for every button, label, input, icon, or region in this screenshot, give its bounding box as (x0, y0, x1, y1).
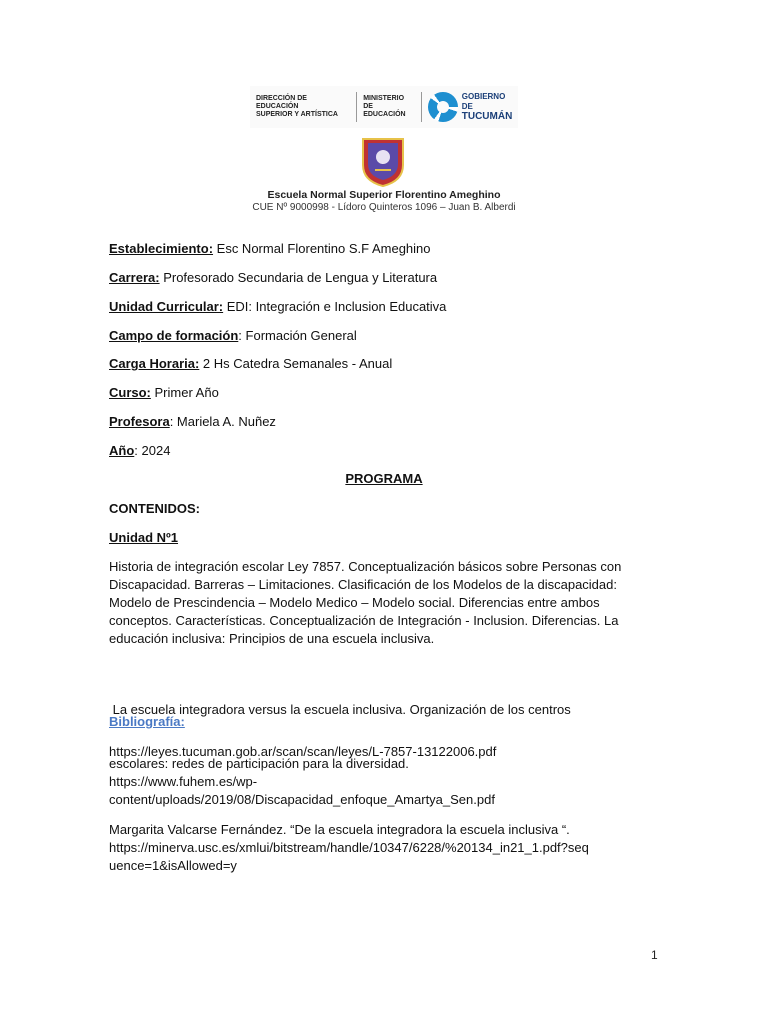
logo-direccion-line1: DIRECCIÓN DE EDUCACIÓN (256, 95, 307, 110)
bibliography-link[interactable]: https://www.fuhem.es/wp- (109, 774, 258, 789)
text-line: educación inclusiva: Principios de una escuela inclusiva. (109, 631, 435, 646)
field-carrera (109, 269, 437, 287)
bibliography-link[interactable]: uence=1&isAllowed=y (109, 858, 237, 873)
page-number: 1 (651, 948, 658, 962)
contenidos-heading: CONTENIDOS: (109, 501, 200, 516)
text-line: conceptos. Características. Conceptualización de Integración - Inclusion. Diferencias. La (109, 613, 619, 628)
unidad-paragraph-1 (109, 558, 661, 648)
school-crest-icon (360, 137, 406, 187)
field-label: Curso: (109, 385, 151, 400)
field-label: Carga Horaria: (109, 356, 200, 371)
text-line: La escuela integradora versus la escuela inclusiva. Organización de los centros (109, 702, 571, 717)
logo-direccion-line2: SUPERIOR Y ARTÍSTICA (256, 111, 338, 118)
field-value: Primer Año (150, 385, 219, 400)
field-value: Profesorado Secundaria de Lengua y Literatura (159, 270, 438, 285)
field-label: Campo de formación (109, 328, 239, 343)
text-line: Modelo de Prescindencia – Modelo Medico – Modelo social. Diferencias entre ambos (109, 595, 600, 610)
field-label: Año (109, 443, 135, 458)
bibliography-link[interactable]: https://minerva.usc.es/xmlui/bitstream/handle/10347/6228/%20134_in21_1.pdf?seq (109, 840, 589, 855)
school-name: Escuela Normal Superior Florentino Ameghino (267, 189, 501, 201)
logo-gobierno-line1: GOBIERNO DE (461, 92, 506, 111)
school-cue: CUE Nº 9000998 - Lídoro Quinteros 1096 – Juan B. Alberdi (252, 202, 516, 213)
unidad-heading: Unidad Nº1 (109, 530, 179, 545)
field-label: Establecimiento: (109, 241, 214, 256)
field-value: : 2024 (134, 443, 171, 458)
text-line: Historia de integración escolar Ley 7857. Conceptualización básicos sobre Personas con (109, 559, 622, 574)
field-campo-formacion (109, 327, 357, 345)
tucuman-emblem-icon (428, 92, 458, 122)
field-establecimiento (109, 240, 431, 258)
institutional-logos (250, 86, 518, 128)
logo-gobierno-line2: TUCUMÁN (461, 111, 513, 122)
field-label: Carrera: (109, 270, 160, 285)
text-line: escolares: redes de participación para la diversidad. (109, 756, 409, 771)
field-unidad-curricular (109, 298, 446, 316)
field-profesora (109, 413, 276, 431)
logo-gobierno (422, 92, 518, 122)
bibliography-entry-3[interactable] (109, 821, 661, 875)
field-label: Unidad Curricular: (109, 299, 224, 314)
field-curso (109, 384, 219, 402)
bibliografia-heading: Bibliografía: (109, 714, 185, 729)
field-anio (109, 442, 170, 460)
bibliography-entry-2[interactable] (109, 773, 661, 809)
field-value: : Formación General (238, 328, 357, 343)
logo-direccion (250, 95, 356, 119)
bibliography-entry-1[interactable] (109, 743, 661, 761)
field-value: 2 Hs Catedra Semanales - Anual (199, 356, 393, 371)
bibliography-link[interactable]: https://leyes.tucuman.gob.ar/scan/scan/leyes/L-7857-13122006.pdf (109, 744, 497, 759)
bibliography-text: Margarita Valcarse Fernández. “De la escuela integradora la escuela inclusiva “. (109, 822, 570, 837)
logo-ministerio-line1: MINISTERIO DE (363, 95, 405, 110)
field-label: Profesora (109, 414, 170, 429)
field-carga-horaria (109, 355, 392, 373)
field-value: : Mariela A. Nuñez (169, 414, 276, 429)
logo-ministerio-line2: EDUCACIÓN (363, 111, 406, 118)
field-value: EDI: Integración e Inclusion Educativa (223, 299, 447, 314)
programa-heading: PROGRAMA (345, 471, 423, 486)
logo-ministerio (357, 95, 421, 119)
field-value: Esc Normal Florentino S.F Ameghino (213, 241, 431, 256)
bibliography-link[interactable]: content/uploads/2019/08/Discapacidad_enfoque_Amartya_Sen.pdf (109, 792, 495, 807)
text-line: Discapacidad. Barreras – Limitaciones. Clasificación de los Modelos de la discapacidad: (109, 577, 617, 592)
